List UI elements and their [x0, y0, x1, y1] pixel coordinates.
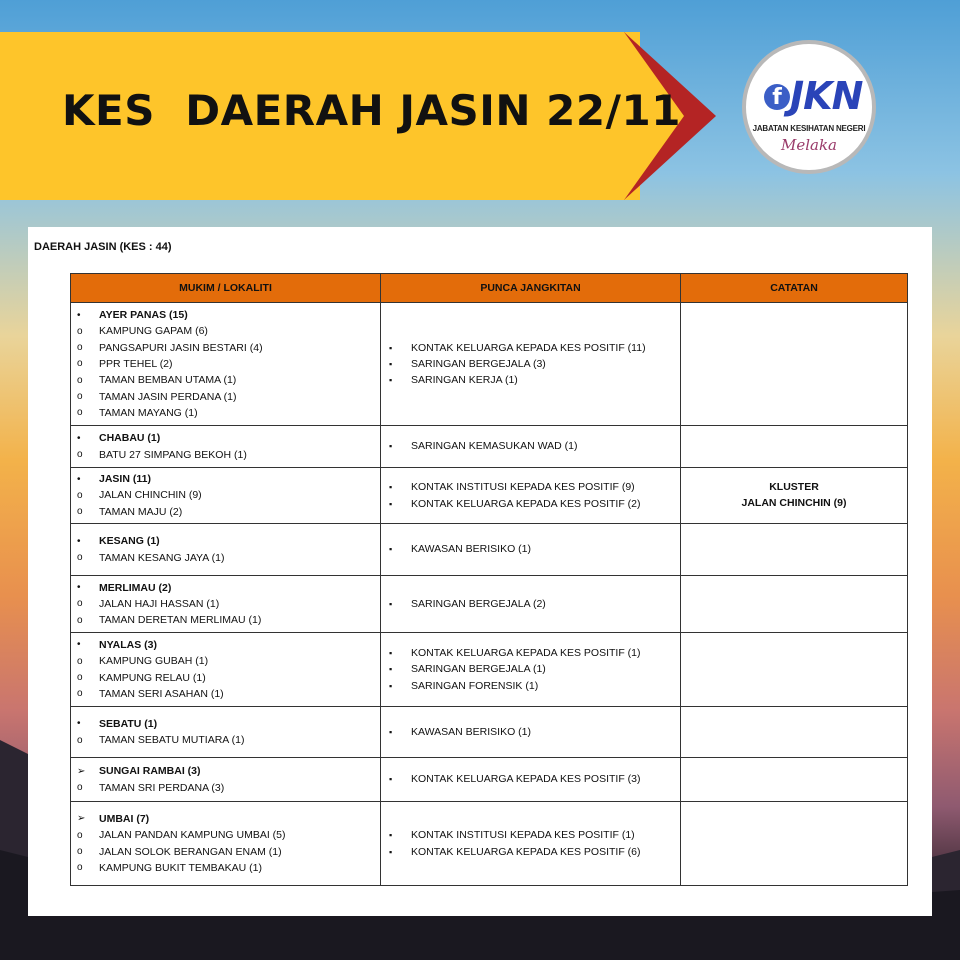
mukim-cell [71, 801, 381, 885]
punca-cell [381, 303, 681, 426]
lokaliti-item: KAMPUNG RELAU (1) [99, 671, 206, 684]
lokaliti-item: TAMAN KESANG JAYA (1) [99, 551, 225, 564]
table-row [71, 632, 908, 706]
lokaliti-item: KAMPUNG GAPAM (6) [99, 325, 208, 338]
bullet-icon: • [77, 432, 81, 444]
circle-bullet-icon: o [77, 614, 83, 626]
table-row [71, 575, 908, 632]
punca-item: SARINGAN FORENSIK (1) [411, 679, 539, 692]
lokaliti-item: JALAN HAJI HASSAN (1) [99, 597, 220, 610]
punca-cell [381, 706, 681, 757]
punca-cell [381, 468, 681, 524]
catatan-cell [681, 523, 908, 575]
lokaliti-item: TAMAN MAYANG (1) [99, 406, 198, 419]
square-bullet-icon: ▪ [389, 680, 393, 691]
punca-item: SARINGAN KERJA (1) [411, 374, 518, 387]
catatan-cell [681, 468, 908, 524]
table-row [71, 468, 908, 524]
circle-bullet-icon: o [77, 734, 83, 746]
mukim-cell [71, 303, 381, 426]
square-bullet-icon: ▪ [389, 482, 393, 493]
mukim-cell [71, 468, 381, 524]
square-bullet-icon: ▪ [389, 726, 393, 737]
square-bullet-icon: ▪ [389, 598, 393, 609]
punca-item: KONTAK KELUARGA KEPADA KES POSITIF (6) [411, 845, 641, 858]
jkn-logo [742, 40, 876, 174]
square-bullet-icon: ▪ [389, 358, 393, 369]
logo-text: JKN [790, 74, 863, 118]
bullet-icon: • [77, 473, 81, 485]
punca-item: KONTAK KELUARGA KEPADA KES POSITIF (2) [411, 497, 641, 510]
lokaliti-item: BATU 27 SIMPANG BEKOH (1) [99, 448, 247, 461]
circle-bullet-icon: o [77, 391, 83, 403]
bullet-icon: • [77, 535, 81, 547]
punca-item: SARINGAN KEMASUKAN WAD (1) [411, 440, 578, 453]
mukim-name: MERLIMAU (2) [99, 581, 172, 594]
mukim-name: CHABAU (1) [99, 432, 161, 445]
punca-item: KONTAK KELUARGA KEPADA KES POSITIF (3) [411, 773, 641, 786]
bullet-icon: • [77, 639, 81, 651]
circle-bullet-icon: o [77, 598, 83, 610]
table-row [71, 303, 908, 426]
square-bullet-icon: ▪ [389, 441, 393, 452]
punca-cell [381, 523, 681, 575]
lokaliti-item: TAMAN BEMBAN UTAMA (1) [99, 374, 237, 387]
logo-script: Melaka [780, 136, 837, 154]
punca-cell [381, 632, 681, 706]
lokaliti-item: TAMAN DERETAN MERLIMAU (1) [99, 614, 262, 627]
circle-bullet-icon: o [77, 342, 83, 354]
mukim-name: NYALAS (3) [99, 638, 157, 651]
circle-bullet-icon: o [77, 407, 83, 419]
circle-bullet-icon: o [77, 782, 83, 794]
mukim-cell [71, 706, 381, 757]
bullet-icon: • [77, 582, 81, 594]
punca-item: SARINGAN BERGEJALA (2) [411, 597, 546, 610]
circle-bullet-icon: o [77, 688, 83, 700]
square-bullet-icon: ▪ [389, 830, 393, 841]
arrow-bullet-icon: ➢ [77, 765, 86, 777]
lokaliti-item: KAMPUNG BUKIT TEMBAKAU (1) [99, 861, 262, 874]
circle-bullet-icon: o [77, 358, 83, 370]
mukim-name: KESANG (1) [99, 535, 160, 548]
lokaliti-item: TAMAN SERI ASAHAN (1) [99, 687, 224, 700]
catatan-cell [681, 706, 908, 757]
facebook-icon: f [764, 84, 790, 110]
mukim-name: JASIN (11) [99, 473, 151, 486]
square-bullet-icon: ▪ [389, 498, 393, 509]
mukim-cell [71, 426, 381, 468]
punca-item: KONTAK INSTITUSI KEPADA KES POSITIF (9) [411, 481, 635, 494]
punca-item: KONTAK INSTITUSI KEPADA KES POSITIF (1) [411, 829, 635, 842]
catatan-cell [681, 757, 908, 801]
mukim-cell [71, 757, 381, 801]
punca-item: KAWASAN BERISIKO (1) [411, 543, 531, 556]
lokaliti-item: PANGSAPURI JASIN BESTARI (4) [99, 341, 263, 354]
table-row [71, 426, 908, 468]
lokaliti-item: JALAN CHINCHIN (9) [99, 489, 202, 502]
square-bullet-icon: ▪ [389, 774, 393, 785]
punca-cell [381, 575, 681, 632]
catatan-line: KLUSTER [769, 481, 819, 494]
catatan-cell [681, 303, 908, 426]
page-title: KES DAERAH JASIN 22/11 [62, 86, 681, 135]
square-bullet-icon: ▪ [389, 375, 393, 386]
punca-item: SARINGAN BERGEJALA (3) [411, 357, 546, 370]
circle-bullet-icon: o [77, 449, 83, 461]
square-bullet-icon: ▪ [389, 648, 393, 659]
punca-cell [381, 426, 681, 468]
square-bullet-icon: ▪ [389, 664, 393, 675]
case-document [28, 227, 932, 916]
circle-bullet-icon: o [77, 672, 83, 684]
table-row [71, 706, 908, 757]
column-header-catatan: CATATAN [681, 274, 908, 303]
circle-bullet-icon: o [77, 655, 83, 667]
table-row [71, 757, 908, 801]
catatan-line: JALAN CHINCHIN (9) [741, 497, 847, 510]
circle-bullet-icon: o [77, 374, 83, 386]
lokaliti-item: PPR TEHEL (2) [99, 357, 173, 370]
punca-cell [381, 801, 681, 885]
table-header-row [71, 274, 908, 303]
column-header-punca: PUNCA JANGKITAN [381, 274, 681, 303]
lokaliti-item: TAMAN MAJU (2) [99, 505, 183, 518]
punca-item: KONTAK KELUARGA KEPADA KES POSITIF (1) [411, 647, 641, 660]
circle-bullet-icon: o [77, 829, 83, 841]
mukim-cell [71, 523, 381, 575]
square-bullet-icon: ▪ [389, 342, 393, 353]
document-heading: DAERAH JASIN (KES : 44) [34, 241, 172, 253]
lokaliti-item: KAMPUNG GUBAH (1) [99, 655, 209, 668]
punca-item: KAWASAN BERISIKO (1) [411, 725, 531, 738]
mukim-cell [71, 632, 381, 706]
mukim-cell [71, 575, 381, 632]
bullet-icon: • [77, 309, 81, 321]
circle-bullet-icon: o [77, 846, 83, 858]
arrow-bullet-icon: ➢ [77, 813, 86, 825]
lokaliti-item: TAMAN JASIN PERDANA (1) [99, 390, 237, 403]
lokaliti-item: TAMAN SRI PERDANA (3) [99, 781, 225, 794]
catatan-cell [681, 632, 908, 706]
mukim-name: AYER PANAS (15) [99, 309, 188, 322]
lokaliti-item: JALAN SOLOK BERANGAN ENAM (1) [99, 845, 282, 858]
circle-bullet-icon: o [77, 489, 83, 501]
circle-bullet-icon: o [77, 552, 83, 564]
circle-bullet-icon: o [77, 506, 83, 518]
lokaliti-item: JALAN PANDAN KAMPUNG UMBAI (5) [99, 829, 286, 842]
mukim-name: UMBAI (7) [99, 812, 150, 825]
square-bullet-icon: ▪ [389, 544, 393, 555]
catatan-cell [681, 575, 908, 632]
circle-bullet-icon: o [77, 862, 83, 874]
column-header-mukim: MUKIM / LOKALITI [71, 274, 381, 303]
table-row [71, 523, 908, 575]
punca-item: SARINGAN BERGEJALA (1) [411, 663, 546, 676]
table-row [71, 801, 908, 885]
logo-subtitle: JABATAN KESIHATAN NEGERI [752, 124, 866, 133]
circle-bullet-icon: o [77, 325, 83, 337]
bullet-icon: • [77, 718, 81, 730]
square-bullet-icon: ▪ [389, 846, 393, 857]
catatan-cell [681, 801, 908, 885]
mukim-name: SUNGAI RAMBAI (3) [99, 765, 201, 778]
lokaliti-item: TAMAN SEBATU MUTIARA (1) [99, 734, 245, 747]
punca-item: KONTAK KELUARGA KEPADA KES POSITIF (11) [411, 341, 646, 354]
catatan-cell [681, 426, 908, 468]
case-table [70, 273, 908, 886]
punca-cell [381, 757, 681, 801]
mukim-name: SEBATU (1) [99, 717, 158, 730]
